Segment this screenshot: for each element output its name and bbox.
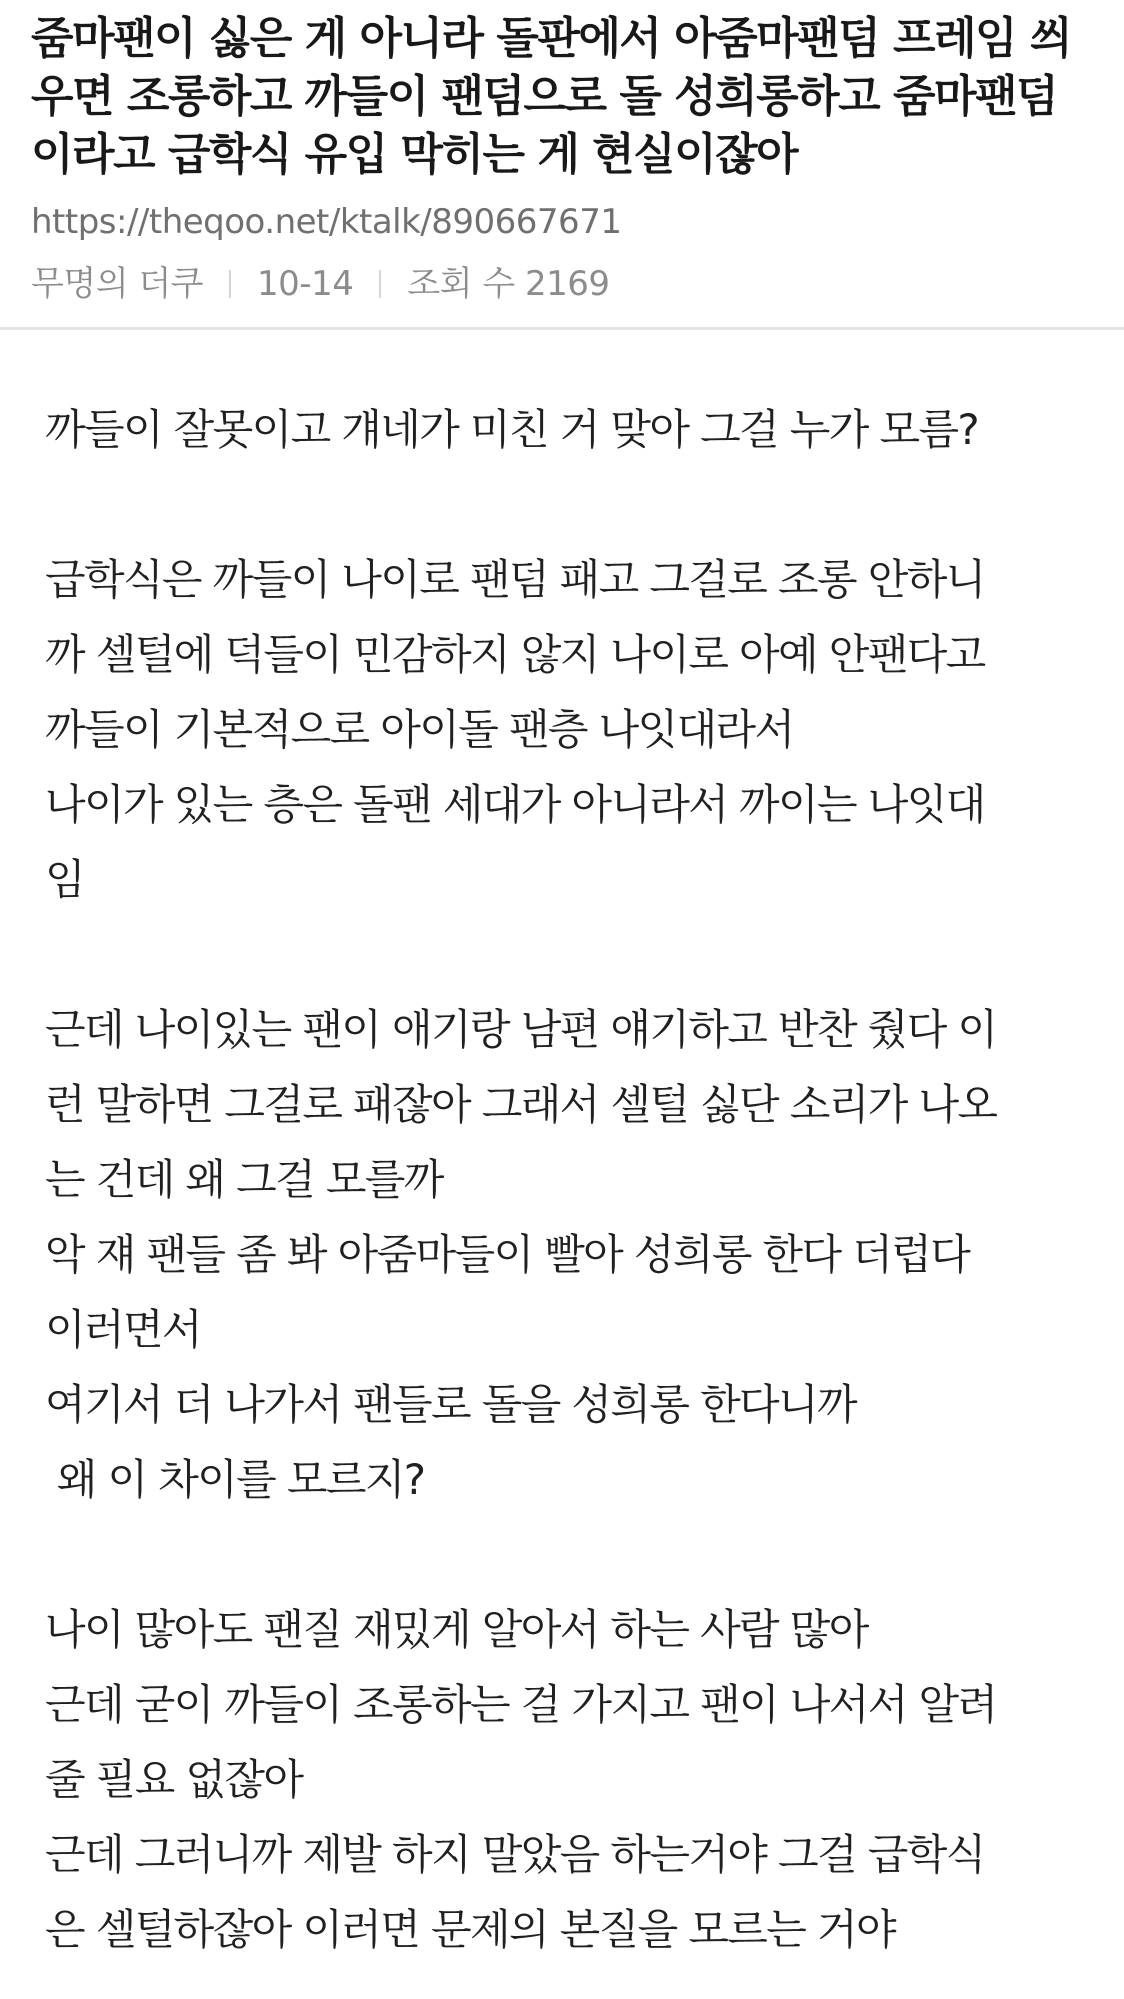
- body-line: 까들이 잘못이고 걔네가 미친 거 맞아 그걸 누가 모름?: [45, 405, 979, 454]
- post-url[interactable]: https://theqoo.net/ktalk/890667671: [31, 202, 622, 242]
- body-line: 급학식은 까들이 나이로 팬덤 패고 그걸로 조롱 안하니: [45, 555, 985, 604]
- body-line: [45, 467, 1094, 542]
- post-date: 10-14: [257, 264, 354, 304]
- body-line: 왜 이 차이를 모르지?: [45, 1455, 425, 1504]
- body-line: 은 셀털하잖아 이러면 문제의 본질을 모르는 거야: [45, 1905, 895, 1954]
- view-count: 조회 수 2169: [407, 264, 610, 304]
- body-line: 근데 나이있는 팬이 애기랑 남편 얘기하고 반찬 줬다 이: [45, 1005, 997, 1054]
- post-header: [0, 0, 1124, 330]
- body-line: 근데 그러니까 제발 하지 말았음 하는거야 그걸 급학식: [45, 1830, 985, 1879]
- body-line: 임: [45, 855, 84, 904]
- body-line: [45, 1517, 1094, 1592]
- body-line: 이러면서: [45, 1305, 201, 1354]
- meta-divider: [379, 270, 381, 298]
- body-line: 나이 많아도 팬질 재밌게 알아서 하는 사람 많아: [45, 1605, 868, 1654]
- author-name[interactable]: 무명의 더쿠: [31, 264, 204, 304]
- meta-divider: [229, 270, 231, 298]
- body-line: 까들이 기본적으로 아이돌 팬층 나잇대라서: [45, 705, 794, 754]
- post-title: 줌마팬이 싫은 게 아니라 돌판에서 아줌마팬덤 프레임 씌 우면 조롱하고 까들이 팬덤으로 돌 성희롱하고 줌마팬덤 이라고 급학식 유입 막히는 게 현실이잖아: [31, 13, 1071, 180]
- body-line: 근데 굳이 까들이 조롱하는 걸 가지고 팬이 나서서 알려: [45, 1680, 997, 1729]
- body-line: 악 쟤 팬들 좀 봐 아줌마들이 빨아 성희롱 한다 더럽다: [45, 1230, 970, 1279]
- body-line: 여기서 더 나가서 팬들로 돌을 성희롱 한다니까: [45, 1380, 856, 1429]
- body-line: 줄 필요 없잖아: [45, 1755, 303, 1804]
- body-line: 는 건데 왜 그걸 모를까: [45, 1155, 443, 1204]
- post-body: [0, 330, 1124, 1967]
- body-line: 까 셀털에 덕들이 민감하지 않지 나이로 아예 안팬다고: [45, 630, 985, 679]
- body-line: 런 말하면 그걸로 패잖아 그래서 셀털 싫단 소리가 나오: [45, 1080, 997, 1129]
- body-line: [45, 917, 1094, 992]
- post-meta: [31, 262, 1094, 306]
- body-line: 나이가 있는 층은 돌팬 세대가 아니라서 까이는 나잇대: [45, 780, 985, 829]
